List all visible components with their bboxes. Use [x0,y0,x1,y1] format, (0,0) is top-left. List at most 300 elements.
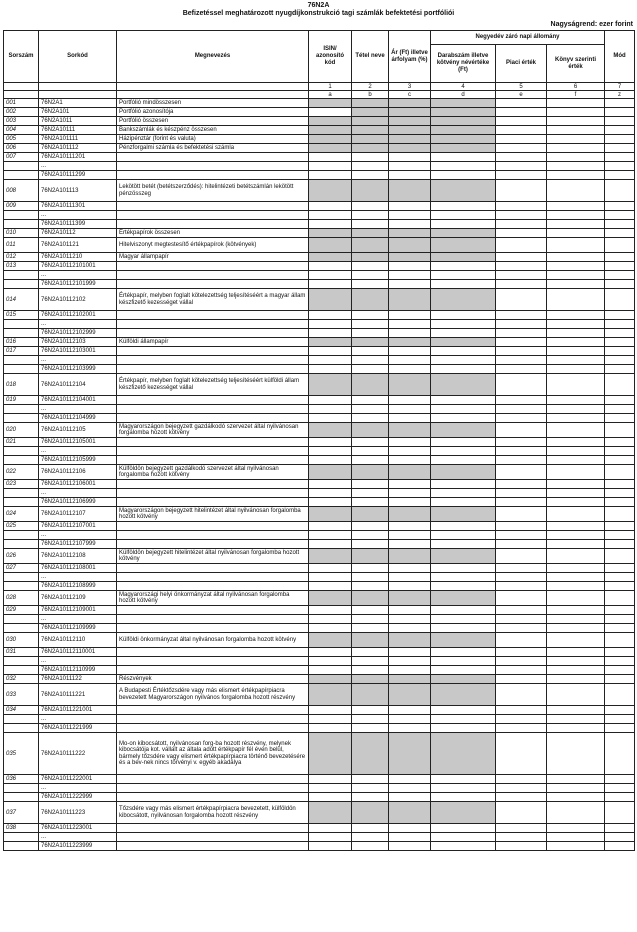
data-cell-f[interactable] [547,573,605,582]
data-cell-e[interactable] [496,162,547,171]
data-cell-a[interactable] [309,202,352,211]
data-cell-e[interactable] [496,229,547,238]
data-cell-z[interactable] [605,606,635,615]
data-cell-z[interactable] [605,117,635,126]
data-cell-a[interactable] [309,108,352,117]
data-cell-d[interactable] [431,507,496,522]
data-cell-f[interactable] [547,684,605,706]
data-cell-e[interactable] [496,633,547,648]
data-cell-f[interactable] [547,549,605,564]
data-cell-b[interactable] [352,824,389,833]
data-cell-c[interactable] [389,253,431,262]
data-cell-c[interactable] [389,833,431,842]
data-cell-z[interactable] [605,271,635,280]
data-cell-d[interactable] [431,162,496,171]
data-cell-c[interactable] [389,606,431,615]
data-cell-a[interactable] [309,374,352,396]
data-cell-e[interactable] [496,733,547,775]
data-cell-d[interactable] [431,657,496,666]
data-cell-b[interactable] [352,480,389,489]
data-cell-z[interactable] [605,229,635,238]
data-cell-d[interactable] [431,549,496,564]
data-cell-e[interactable] [496,438,547,447]
data-cell-z[interactable] [605,591,635,606]
data-cell-b[interactable] [352,238,389,253]
data-cell-c[interactable] [389,675,431,684]
data-cell-b[interactable] [352,633,389,648]
data-cell-e[interactable] [496,498,547,507]
data-cell-e[interactable] [496,202,547,211]
data-cell-a[interactable] [309,657,352,666]
data-cell-f[interactable] [547,311,605,320]
data-cell-z[interactable] [605,480,635,489]
data-cell-c[interactable] [389,775,431,784]
data-cell-a[interactable] [309,715,352,724]
data-cell-z[interactable] [605,633,635,648]
data-cell-z[interactable] [605,202,635,211]
data-cell-d[interactable] [431,117,496,126]
data-cell-f[interactable] [547,531,605,540]
data-cell-c[interactable] [389,153,431,162]
data-cell-a[interactable] [309,423,352,438]
data-cell-f[interactable] [547,414,605,423]
data-cell-z[interactable] [605,238,635,253]
data-cell-c[interactable] [389,238,431,253]
data-cell-z[interactable] [605,320,635,329]
data-cell-z[interactable] [605,498,635,507]
data-cell-b[interactable] [352,833,389,842]
data-cell-a[interactable] [309,289,352,311]
data-cell-f[interactable] [547,135,605,144]
data-cell-c[interactable] [389,202,431,211]
data-cell-b[interactable] [352,153,389,162]
data-cell-e[interactable] [496,648,547,657]
data-cell-e[interactable] [496,842,547,851]
data-cell-b[interactable] [352,126,389,135]
data-cell-f[interactable] [547,171,605,180]
data-cell-f[interactable] [547,833,605,842]
data-cell-d[interactable] [431,271,496,280]
data-cell-z[interactable] [605,447,635,456]
data-cell-e[interactable] [496,108,547,117]
data-cell-z[interactable] [605,262,635,271]
data-cell-d[interactable] [431,405,496,414]
data-cell-a[interactable] [309,171,352,180]
data-cell-c[interactable] [389,356,431,365]
data-cell-a[interactable] [309,540,352,549]
data-cell-e[interactable] [496,684,547,706]
data-cell-b[interactable] [352,338,389,347]
data-cell-a[interactable] [309,633,352,648]
data-cell-e[interactable] [496,423,547,438]
data-cell-d[interactable] [431,706,496,715]
data-cell-d[interactable] [431,438,496,447]
data-cell-d[interactable] [431,180,496,202]
data-cell-z[interactable] [605,126,635,135]
data-cell-z[interactable] [605,171,635,180]
data-cell-d[interactable] [431,211,496,220]
data-cell-d[interactable] [431,135,496,144]
data-cell-c[interactable] [389,564,431,573]
data-cell-d[interactable] [431,666,496,675]
data-cell-b[interactable] [352,564,389,573]
data-cell-f[interactable] [547,211,605,220]
data-cell-e[interactable] [496,338,547,347]
data-cell-z[interactable] [605,624,635,633]
data-cell-z[interactable] [605,374,635,396]
data-cell-e[interactable] [496,180,547,202]
data-cell-z[interactable] [605,220,635,229]
data-cell-d[interactable] [431,522,496,531]
data-cell-e[interactable] [496,126,547,135]
data-cell-d[interactable] [431,280,496,289]
data-cell-b[interactable] [352,220,389,229]
data-cell-b[interactable] [352,733,389,775]
data-cell-f[interactable] [547,229,605,238]
data-cell-f[interactable] [547,456,605,465]
data-cell-f[interactable] [547,238,605,253]
data-cell-a[interactable] [309,573,352,582]
data-cell-d[interactable] [431,615,496,624]
data-cell-c[interactable] [389,396,431,405]
data-cell-c[interactable] [389,549,431,564]
data-cell-f[interactable] [547,540,605,549]
data-cell-e[interactable] [496,135,547,144]
data-cell-f[interactable] [547,144,605,153]
data-cell-z[interactable] [605,456,635,465]
data-cell-e[interactable] [496,591,547,606]
data-cell-f[interactable] [547,396,605,405]
data-cell-f[interactable] [547,793,605,802]
data-cell-d[interactable] [431,489,496,498]
data-cell-d[interactable] [431,684,496,706]
data-cell-f[interactable] [547,824,605,833]
data-cell-d[interactable] [431,784,496,793]
data-cell-d[interactable] [431,564,496,573]
data-cell-z[interactable] [605,356,635,365]
data-cell-d[interactable] [431,220,496,229]
data-cell-d[interactable] [431,624,496,633]
data-cell-c[interactable] [389,262,431,271]
data-cell-b[interactable] [352,793,389,802]
data-cell-c[interactable] [389,480,431,489]
data-cell-z[interactable] [605,793,635,802]
data-cell-c[interactable] [389,211,431,220]
data-cell-b[interactable] [352,438,389,447]
data-cell-c[interactable] [389,733,431,775]
data-cell-z[interactable] [605,396,635,405]
data-cell-c[interactable] [389,582,431,591]
data-cell-a[interactable] [309,480,352,489]
data-cell-f[interactable] [547,733,605,775]
data-cell-b[interactable] [352,365,389,374]
data-cell-z[interactable] [605,833,635,842]
data-cell-a[interactable] [309,684,352,706]
data-cell-b[interactable] [352,144,389,153]
data-cell-a[interactable] [309,211,352,220]
data-cell-a[interactable] [309,564,352,573]
data-cell-a[interactable] [309,271,352,280]
data-cell-e[interactable] [496,715,547,724]
data-cell-z[interactable] [605,615,635,624]
data-cell-a[interactable] [309,356,352,365]
data-cell-a[interactable] [309,582,352,591]
data-cell-e[interactable] [496,374,547,396]
data-cell-a[interactable] [309,280,352,289]
data-cell-c[interactable] [389,802,431,824]
data-cell-e[interactable] [496,289,547,311]
data-cell-b[interactable] [352,666,389,675]
data-cell-a[interactable] [309,338,352,347]
data-cell-a[interactable] [309,784,352,793]
data-cell-b[interactable] [352,253,389,262]
data-cell-e[interactable] [496,522,547,531]
data-cell-a[interactable] [309,126,352,135]
data-cell-b[interactable] [352,624,389,633]
data-cell-z[interactable] [605,582,635,591]
data-cell-b[interactable] [352,347,389,356]
data-cell-e[interactable] [496,329,547,338]
data-cell-b[interactable] [352,582,389,591]
data-cell-z[interactable] [605,438,635,447]
data-cell-b[interactable] [352,405,389,414]
data-cell-z[interactable] [605,573,635,582]
data-cell-f[interactable] [547,253,605,262]
data-cell-d[interactable] [431,573,496,582]
data-cell-z[interactable] [605,489,635,498]
data-cell-c[interactable] [389,311,431,320]
data-cell-d[interactable] [431,229,496,238]
data-cell-f[interactable] [547,591,605,606]
data-cell-b[interactable] [352,522,389,531]
data-cell-z[interactable] [605,706,635,715]
data-cell-d[interactable] [431,171,496,180]
data-cell-c[interactable] [389,522,431,531]
data-cell-f[interactable] [547,126,605,135]
data-cell-b[interactable] [352,280,389,289]
data-cell-b[interactable] [352,715,389,724]
data-cell-z[interactable] [605,715,635,724]
data-cell-a[interactable] [309,153,352,162]
data-cell-e[interactable] [496,724,547,733]
data-cell-c[interactable] [389,423,431,438]
data-cell-b[interactable] [352,684,389,706]
data-cell-c[interactable] [389,180,431,202]
data-cell-a[interactable] [309,365,352,374]
data-cell-d[interactable] [431,480,496,489]
data-cell-a[interactable] [309,253,352,262]
data-cell-d[interactable] [431,675,496,684]
data-cell-f[interactable] [547,108,605,117]
data-cell-d[interactable] [431,253,496,262]
data-cell-a[interactable] [309,465,352,480]
data-cell-d[interactable] [431,591,496,606]
data-cell-d[interactable] [431,793,496,802]
data-cell-z[interactable] [605,423,635,438]
data-cell-b[interactable] [352,775,389,784]
data-cell-e[interactable] [496,489,547,498]
data-cell-c[interactable] [389,365,431,374]
data-cell-z[interactable] [605,507,635,522]
data-cell-d[interactable] [431,582,496,591]
data-cell-a[interactable] [309,833,352,842]
data-cell-d[interactable] [431,540,496,549]
data-cell-e[interactable] [496,153,547,162]
data-cell-f[interactable] [547,153,605,162]
data-cell-f[interactable] [547,657,605,666]
data-cell-d[interactable] [431,262,496,271]
data-cell-a[interactable] [309,591,352,606]
data-cell-a[interactable] [309,522,352,531]
data-cell-b[interactable] [352,229,389,238]
data-cell-d[interactable] [431,531,496,540]
data-cell-f[interactable] [547,582,605,591]
data-cell-z[interactable] [605,180,635,202]
data-cell-e[interactable] [496,347,547,356]
data-cell-d[interactable] [431,144,496,153]
data-cell-d[interactable] [431,99,496,108]
data-cell-f[interactable] [547,438,605,447]
data-cell-b[interactable] [352,162,389,171]
data-cell-a[interactable] [309,438,352,447]
data-cell-f[interactable] [547,842,605,851]
data-cell-b[interactable] [352,549,389,564]
data-cell-c[interactable] [389,329,431,338]
data-cell-c[interactable] [389,144,431,153]
data-cell-d[interactable] [431,289,496,311]
data-cell-z[interactable] [605,99,635,108]
data-cell-f[interactable] [547,784,605,793]
data-cell-a[interactable] [309,447,352,456]
data-cell-b[interactable] [352,311,389,320]
data-cell-e[interactable] [496,365,547,374]
data-cell-d[interactable] [431,802,496,824]
data-cell-e[interactable] [496,238,547,253]
data-cell-a[interactable] [309,706,352,715]
data-cell-d[interactable] [431,108,496,117]
data-cell-z[interactable] [605,540,635,549]
data-cell-z[interactable] [605,842,635,851]
data-cell-b[interactable] [352,447,389,456]
data-cell-z[interactable] [605,549,635,564]
data-cell-a[interactable] [309,666,352,675]
data-cell-a[interactable] [309,99,352,108]
data-cell-d[interactable] [431,311,496,320]
data-cell-a[interactable] [309,531,352,540]
data-cell-z[interactable] [605,675,635,684]
data-cell-a[interactable] [309,775,352,784]
data-cell-b[interactable] [352,573,389,582]
data-cell-b[interactable] [352,396,389,405]
data-cell-z[interactable] [605,289,635,311]
data-cell-d[interactable] [431,606,496,615]
data-cell-f[interactable] [547,202,605,211]
data-cell-b[interactable] [352,648,389,657]
data-cell-a[interactable] [309,229,352,238]
data-cell-a[interactable] [309,802,352,824]
data-cell-c[interactable] [389,338,431,347]
data-cell-b[interactable] [352,842,389,851]
data-cell-e[interactable] [496,262,547,271]
data-cell-f[interactable] [547,615,605,624]
data-cell-f[interactable] [547,374,605,396]
data-cell-c[interactable] [389,498,431,507]
data-cell-z[interactable] [605,666,635,675]
data-cell-c[interactable] [389,414,431,423]
data-cell-a[interactable] [309,180,352,202]
data-cell-e[interactable] [496,706,547,715]
data-cell-b[interactable] [352,108,389,117]
data-cell-a[interactable] [309,489,352,498]
data-cell-f[interactable] [547,99,605,108]
data-cell-e[interactable] [496,549,547,564]
data-cell-e[interactable] [496,253,547,262]
data-cell-d[interactable] [431,775,496,784]
data-cell-b[interactable] [352,99,389,108]
data-cell-z[interactable] [605,531,635,540]
data-cell-e[interactable] [496,802,547,824]
data-cell-f[interactable] [547,564,605,573]
data-cell-a[interactable] [309,842,352,851]
data-cell-f[interactable] [547,802,605,824]
data-cell-b[interactable] [352,531,389,540]
data-cell-f[interactable] [547,356,605,365]
data-cell-b[interactable] [352,784,389,793]
data-cell-e[interactable] [496,793,547,802]
data-cell-z[interactable] [605,564,635,573]
data-cell-z[interactable] [605,522,635,531]
data-cell-f[interactable] [547,606,605,615]
data-cell-b[interactable] [352,271,389,280]
data-cell-f[interactable] [547,648,605,657]
data-cell-c[interactable] [389,447,431,456]
data-cell-e[interactable] [496,456,547,465]
data-cell-d[interactable] [431,126,496,135]
data-cell-a[interactable] [309,135,352,144]
data-cell-c[interactable] [389,271,431,280]
data-cell-b[interactable] [352,615,389,624]
data-cell-e[interactable] [496,271,547,280]
data-cell-c[interactable] [389,320,431,329]
data-cell-c[interactable] [389,540,431,549]
data-cell-e[interactable] [496,171,547,180]
data-cell-a[interactable] [309,405,352,414]
data-cell-e[interactable] [496,657,547,666]
data-cell-e[interactable] [496,582,547,591]
data-cell-f[interactable] [547,117,605,126]
data-cell-d[interactable] [431,374,496,396]
data-cell-a[interactable] [309,320,352,329]
data-cell-a[interactable] [309,347,352,356]
data-cell-c[interactable] [389,507,431,522]
data-cell-f[interactable] [547,289,605,311]
data-cell-a[interactable] [309,824,352,833]
data-cell-b[interactable] [352,540,389,549]
data-cell-e[interactable] [496,615,547,624]
data-cell-c[interactable] [389,289,431,311]
data-cell-f[interactable] [547,724,605,733]
data-cell-c[interactable] [389,405,431,414]
data-cell-d[interactable] [431,498,496,507]
data-cell-b[interactable] [352,202,389,211]
data-cell-c[interactable] [389,724,431,733]
data-cell-c[interactable] [389,633,431,648]
data-cell-b[interactable] [352,211,389,220]
data-cell-z[interactable] [605,784,635,793]
data-cell-e[interactable] [496,606,547,615]
data-cell-e[interactable] [496,465,547,480]
data-cell-b[interactable] [352,507,389,522]
